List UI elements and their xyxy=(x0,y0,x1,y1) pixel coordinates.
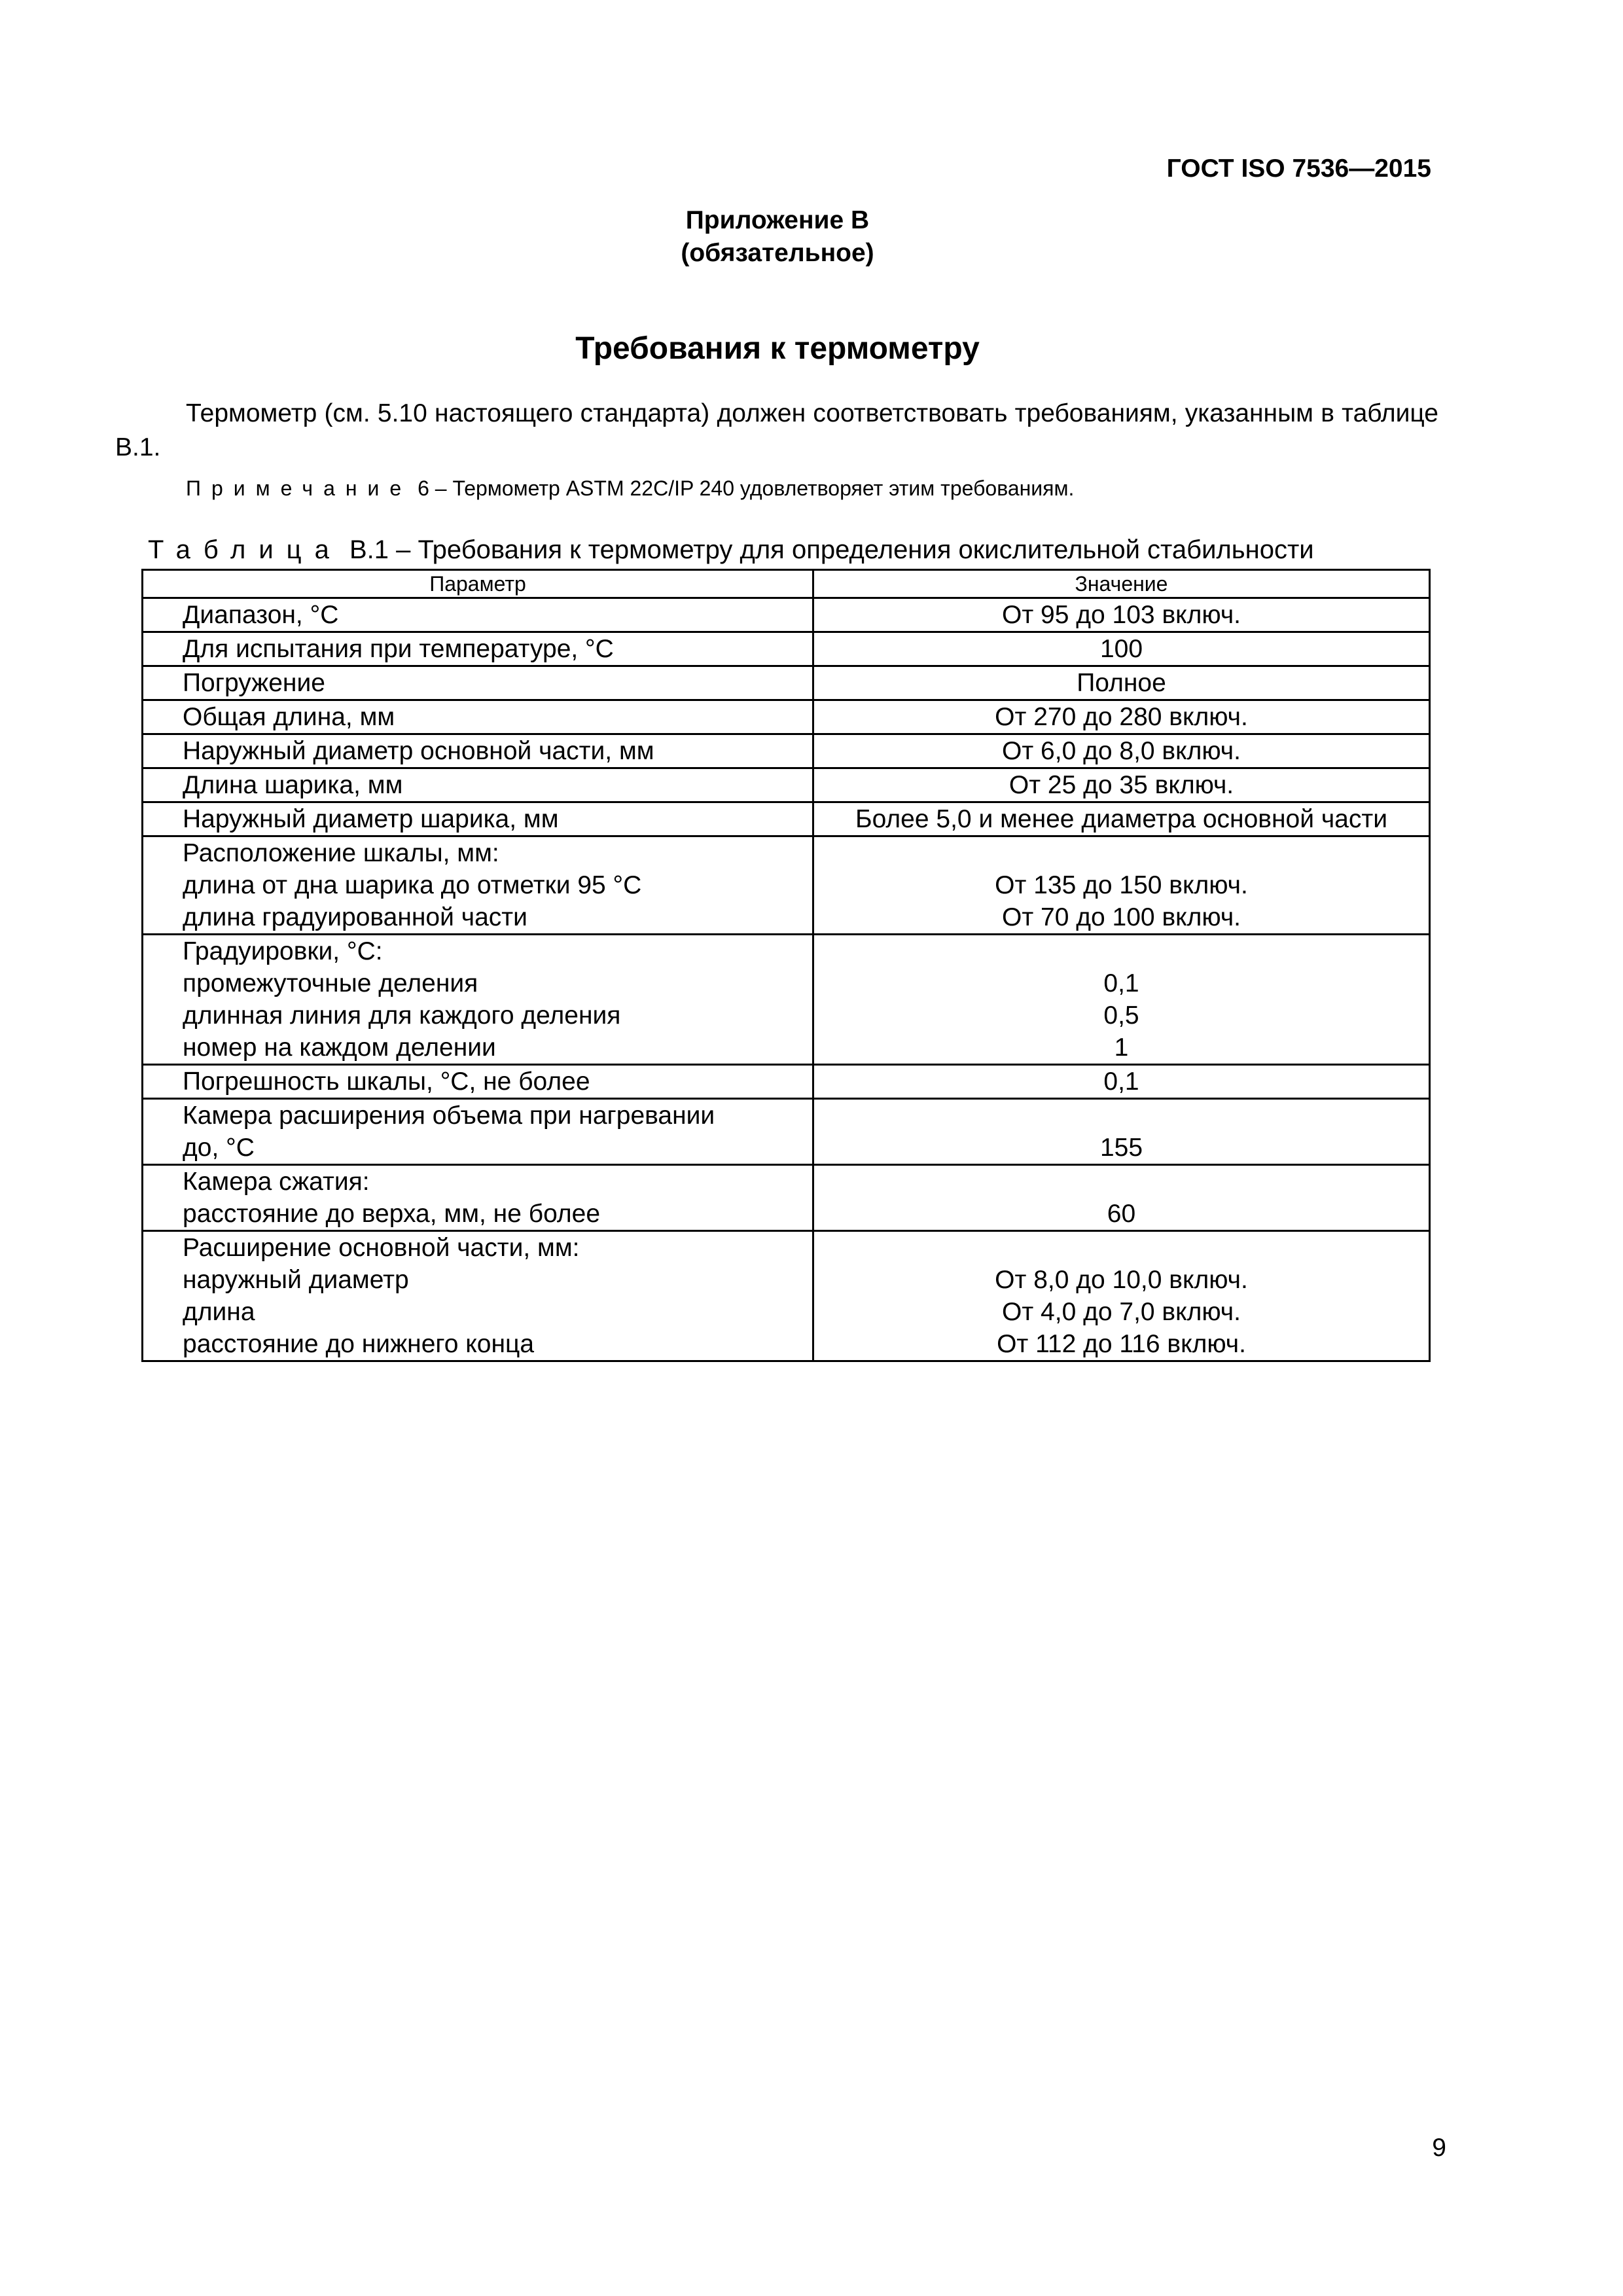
value-line xyxy=(814,1232,1429,1264)
param-line: до, °С xyxy=(183,1134,255,1162)
value-line: 0,1 xyxy=(1103,969,1139,997)
value-line: От 135 до 150 включ. xyxy=(995,871,1248,899)
param-cell xyxy=(143,700,813,734)
value-line: Более 5,0 и менее диаметра основной части xyxy=(855,805,1387,833)
param-cell xyxy=(143,836,813,935)
header-param: Параметр xyxy=(143,570,813,598)
intro-paragraph: Термометр (см. 5.10 настоящего стандарта) должен соответствовать требованиям, указанным в таблице В.1. xyxy=(115,399,1438,461)
table-row xyxy=(143,1165,1430,1231)
table-header-row xyxy=(143,570,1430,598)
value-line: От 25 до 35 включ. xyxy=(1008,771,1234,799)
value-line: Полное xyxy=(1077,669,1166,697)
value-line xyxy=(814,1166,1429,1198)
param-line: расстояние до нижнего конца xyxy=(183,1330,535,1358)
table-row xyxy=(143,734,1430,768)
value-line: От 112 до 116 включ. xyxy=(997,1330,1246,1358)
value-line xyxy=(814,935,1429,967)
param-cell xyxy=(143,935,813,1065)
param-line: Расположение шкалы, мм: xyxy=(183,839,499,867)
param-cell xyxy=(143,666,813,700)
param-line: Наружный диаметр шарика, мм xyxy=(183,805,559,833)
value-line xyxy=(814,837,1429,869)
param-cell xyxy=(143,598,813,632)
param-line: длина градуированной части xyxy=(183,903,527,931)
value-line: 1 xyxy=(1114,1033,1129,1062)
table-row xyxy=(143,1065,1430,1099)
param-line: Камера расширения объема при нагревании xyxy=(183,1102,715,1130)
value-cell xyxy=(813,836,1430,935)
value-cell xyxy=(813,1165,1430,1231)
value-line: От 70 до 100 включ. xyxy=(1002,903,1241,931)
param-line: номер на каждом делении xyxy=(183,1033,496,1062)
value-line: От 95 до 103 включ. xyxy=(1002,601,1241,629)
appendix-status: (обязательное) xyxy=(681,239,874,267)
param-line: Длина шарика, мм xyxy=(183,771,403,799)
value-cell xyxy=(813,632,1430,666)
value-line: 155 xyxy=(1099,1134,1143,1162)
table-body xyxy=(143,598,1430,1361)
value-line: От 6,0 до 8,0 включ. xyxy=(1002,737,1241,765)
value-line: 100 xyxy=(1099,635,1143,663)
value-cell xyxy=(813,802,1430,836)
value-cell xyxy=(813,1065,1430,1099)
table-row xyxy=(143,666,1430,700)
param-line: Диапазон, °С xyxy=(183,601,339,629)
param-line: Погружение xyxy=(183,669,325,697)
value-line: 0,1 xyxy=(1103,1067,1139,1096)
note-text: 6 – Термометр ASTM 22C/IP 240 удовлетворяет этим требованиям. xyxy=(418,476,1075,500)
value-line: От 270 до 280 включ. xyxy=(995,703,1248,731)
param-cell xyxy=(143,802,813,836)
param-cell xyxy=(143,768,813,802)
param-line: Общая длина, мм xyxy=(183,703,395,731)
value-cell xyxy=(813,700,1430,734)
param-line: длина от дна шарика до отметки 95 °С xyxy=(183,871,642,899)
table-row xyxy=(143,935,1430,1065)
table-row xyxy=(143,632,1430,666)
table-row xyxy=(143,700,1430,734)
table-row xyxy=(143,802,1430,836)
table-caption-label: Таблица xyxy=(148,535,342,564)
value-cell xyxy=(813,935,1430,1065)
standard-code: ГОСТ ISO 7536—2015 xyxy=(1166,154,1431,183)
requirements-table xyxy=(141,569,1431,1362)
value-cell xyxy=(813,768,1430,802)
value-cell xyxy=(813,1231,1430,1361)
param-line: Камера сжатия: xyxy=(183,1168,370,1196)
table-row xyxy=(143,598,1430,632)
table-row xyxy=(143,836,1430,935)
param-line: наружный диаметр xyxy=(183,1266,409,1294)
param-line: длинная линия для каждого деления xyxy=(183,1001,621,1030)
value-line: От 4,0 до 7,0 включ. xyxy=(1002,1298,1241,1326)
param-cell xyxy=(143,1231,813,1361)
section-title: Требования к термометру xyxy=(575,331,980,366)
param-line: Наружный диаметр основной части, мм xyxy=(183,737,654,765)
param-cell xyxy=(143,1065,813,1099)
param-cell xyxy=(143,734,813,768)
param-cell xyxy=(143,1165,813,1231)
table-row xyxy=(143,1099,1430,1165)
note-label: Примечание xyxy=(186,476,412,500)
table-row xyxy=(143,1231,1430,1361)
param-line: Для испытания при температуре, °С xyxy=(183,635,614,663)
value-line: 0,5 xyxy=(1103,1001,1139,1030)
param-line: длина xyxy=(183,1298,255,1326)
table-row xyxy=(143,768,1430,802)
header-value: Значение xyxy=(813,570,1430,598)
value-line xyxy=(814,1100,1429,1132)
value-line: 60 xyxy=(1107,1200,1136,1228)
value-cell xyxy=(813,1099,1430,1165)
param-line: Погрешность шкалы, °С, не более xyxy=(183,1067,590,1096)
note xyxy=(186,476,1074,501)
param-line: Расширение основной части, мм: xyxy=(183,1234,580,1262)
page-number: 9 xyxy=(1432,2134,1446,2162)
value-cell xyxy=(813,666,1430,700)
table-caption xyxy=(148,535,1314,565)
value-cell xyxy=(813,734,1430,768)
appendix-heading xyxy=(0,204,1555,270)
value-line: От 8,0 до 10,0 включ. xyxy=(995,1266,1248,1294)
param-line: промежуточные деления xyxy=(183,969,478,997)
param-line: Градуировки, °С: xyxy=(183,937,383,965)
param-cell xyxy=(143,632,813,666)
param-line: расстояние до верха, мм, не более xyxy=(183,1200,601,1228)
table-caption-text: В.1 – Требования к термометру для определения окислительной стабильности xyxy=(349,535,1314,564)
value-cell xyxy=(813,598,1430,632)
appendix-title: Приложение В xyxy=(685,206,870,234)
param-cell xyxy=(143,1099,813,1165)
